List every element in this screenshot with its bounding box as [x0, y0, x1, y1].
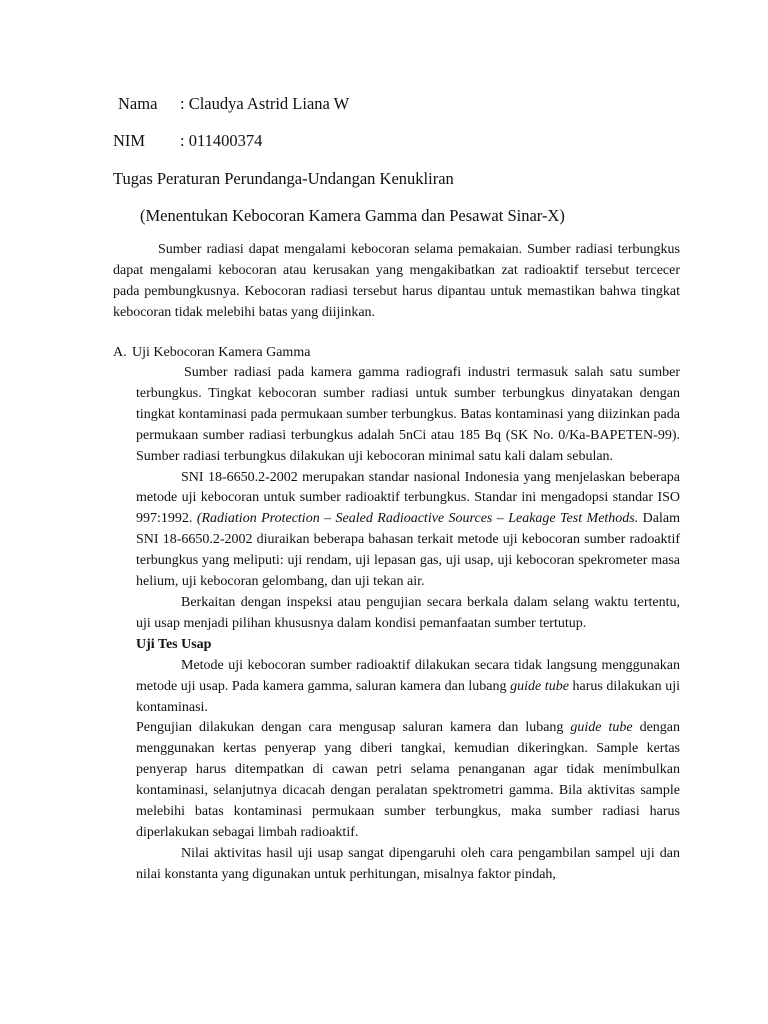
document-title: Tugas Peraturan Perundanga-Undangan Kenukliran — [113, 169, 454, 188]
document-subtitle: (Menentukan Kebocoran Kamera Gamma dan Pesawat Sinar-X) — [140, 206, 565, 225]
subheading-uji-tes-usap: Uji Tes Usap — [136, 636, 212, 652]
name-value: : Claudya Astrid Liana W — [180, 94, 350, 113]
section-a-title: Uji Kebocoran Kamera Gamma — [132, 345, 311, 360]
section-a-paragraph-4 — [136, 656, 680, 719]
paragraph-4-text-b: harus dilakukan uji kontaminasi. — [136, 678, 681, 715]
section-a-body — [136, 363, 680, 886]
paragraph-2-text-a: SNI 18-6650.2-2002 merupakan standar nasional Indonesia yang menjelaskan beberapa metode uji kebocoran untuk sumber radioaktif terbungkus. Standar ini mengadopsi standar ISO 997:1992. — [136, 469, 680, 527]
paragraph-4-text-a: Metode uji kebocoran sumber radioaktif dilakukan secara tidak langsung menggunakan metode uji usap. Pada kamera gamma, saluran kamera dan lubang — [136, 657, 680, 694]
section-a-paragraph-1: Sumber radiasi pada kamera gamma radiografi industri termasuk salah satu sumber terbungkus. Tingkat kebocoran sumber radiasi untuk sumber terbungkus dinyatakan dengan tingkat kontaminasi pada permukaan sumber terbungkus. Batas kontaminasi yang diizinkan pada permukaan sumber radiasi terbungkus adalah 5nCi atau 185 Bq (SK No. 0/Ka-BAPETEN-99). Sumber radiasi terbungkus dilakukan uji kebocoran minimal satu kali dalam sebulan. — [136, 365, 680, 464]
paragraph-2-text-b: Dalam SNI 18-6650.2-2002 diuraikan beberapa bahasan terkait metode uji kebocoran sumber radoaktif terbungkus yang meliputi: uji rendam, uji lepasan gas, uji usap, uji kebocoran spekrometer masa helium, uji kebocoran gelombang, dan uji tekan air. — [136, 511, 680, 590]
name-row — [118, 94, 418, 114]
paragraph-5-italic: guide tube — [570, 720, 633, 736]
paragraph-5-text-a: Pengujian dilakukan dengan cara mengusap saluran kamera dan lubang — [136, 720, 571, 736]
paragraph-4-italic: guide tube — [510, 678, 569, 694]
paragraph-5-text-b: dengan menggunakan kertas penyerap yang diberi tangkai, kemudian dikeringkan. Sample kertas penyerap harus ditempatkan di cawan petri selama penanganan agar tidak menimbulkan kontaminasi, selanjutnya dicacah dengan peralatan spektrometri gamma. Bila aktivitas sample melebihi batas kontaminasi permukaan sumber terbungkus, maka sumber radiasi harus diperlakukan sebagai limbah radioaktif. — [136, 720, 680, 840]
section-a-paragraph-5 — [136, 718, 680, 843]
nim-row — [113, 131, 413, 151]
section-a-paragraph-2 — [136, 468, 680, 593]
nim-label: NIM — [113, 131, 146, 150]
section-a-paragraph-3: Berkaitan dengan inspeksi atau pengujian secara berkala dalam selang waktu tertentu, uji usap menjadi pilihan khususnya dalam kondisi pemanfaatan sumber tertutup. — [136, 594, 680, 631]
intro-paragraph — [113, 240, 680, 324]
section-a-paragraph-6: Nilai aktivitas hasil uji usap sangat dipengaruhi oleh cara pengambilan sampel uji dan nilai konstanta yang digunakan untuk perhitungan, misalnya faktor pindah, — [136, 845, 680, 882]
intro-text: Sumber radiasi dapat mengalami kebocoran selama pemakaian. Sumber radiasi terbungkus dapat mengalami kebocoran atau kerusakan yang mengakibatkan zat radioaktif tersebut tercecer pada pembungkusnya. Kebocoran radiasi tersebut harus dipantau untuk memastikan bahwa tingkat kebocoran tidak melebihi batas yang diijinkan. — [113, 242, 680, 320]
section-a-heading — [113, 343, 513, 363]
name-label: Nama — [118, 94, 158, 113]
nim-value: : 011400374 — [180, 131, 263, 150]
paragraph-2-italic: (Radiation Protection – Sealed Radioactive Sources – Leakage Test Methods. — [196, 511, 639, 527]
section-a-letter: A. — [113, 345, 127, 360]
